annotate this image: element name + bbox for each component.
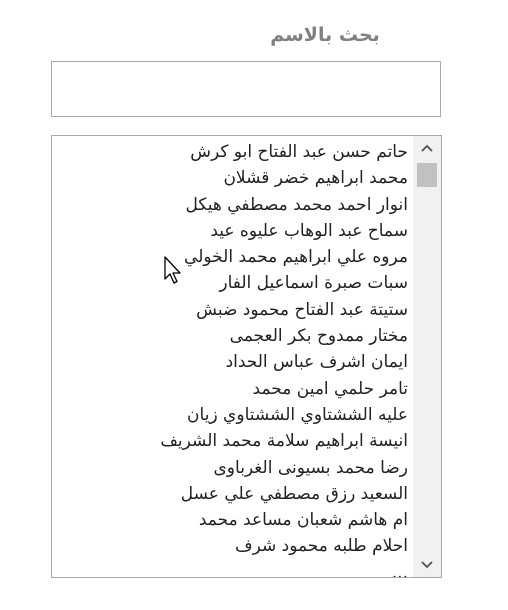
- list-item[interactable]: ايمان اشرف عباس الحداد: [225, 352, 408, 373]
- list-item[interactable]: سبات صبرة اسماعيل الفار: [219, 273, 408, 294]
- mouse-pointer-icon: [163, 256, 183, 286]
- chevron-up-icon: [421, 144, 433, 152]
- vertical-scrollbar[interactable]: [413, 136, 441, 577]
- scroll-down-button[interactable]: [413, 555, 441, 575]
- scroll-thumb[interactable]: [417, 163, 437, 187]
- list-item[interactable]: السعيد رزق مصطفي علي عسل: [180, 483, 408, 504]
- list-item[interactable]: تامر حلمي امين محمد: [252, 378, 408, 399]
- list-item[interactable]: مختار ممدوح بكر العجمى: [229, 326, 408, 347]
- list-item[interactable]: ستيتة عبد الفتاح محمود ضبش: [196, 299, 408, 320]
- list-item[interactable]: مروه علي ابراهيم محمد الخولي: [184, 247, 408, 268]
- names-listbox[interactable]: [51, 135, 442, 578]
- list-item[interactable]: ...: [391, 562, 408, 578]
- search-input[interactable]: [51, 61, 441, 117]
- list-item[interactable]: سماح عبد الوهاب عليوه عيد: [210, 220, 408, 241]
- list-item[interactable]: انيسة ابراهيم سلامة محمد الشريف: [160, 431, 408, 452]
- list-item[interactable]: احلام طلبه محمود شرف: [234, 536, 408, 557]
- list-item[interactable]: عليه الششتاوي الششتاوي زيان: [187, 404, 408, 425]
- list-item[interactable]: حاتم حسن عبد الفتاح ابو كرش: [190, 142, 408, 162]
- search-by-name-heading: بحث بالاسم: [270, 24, 380, 46]
- list-item[interactable]: انوار احمد محمد مصطفي هيكل: [185, 194, 408, 215]
- scroll-up-button[interactable]: [413, 138, 441, 158]
- list-item[interactable]: ام هاشم شعبان مساعد محمد: [198, 510, 408, 531]
- list-item[interactable]: رضا محمد بسيونى الغرباوى: [213, 457, 408, 478]
- names-list: [52, 139, 412, 578]
- chevron-down-icon: [421, 561, 433, 569]
- list-item[interactable]: محمد ابراهيم خضر قشلان: [223, 168, 408, 189]
